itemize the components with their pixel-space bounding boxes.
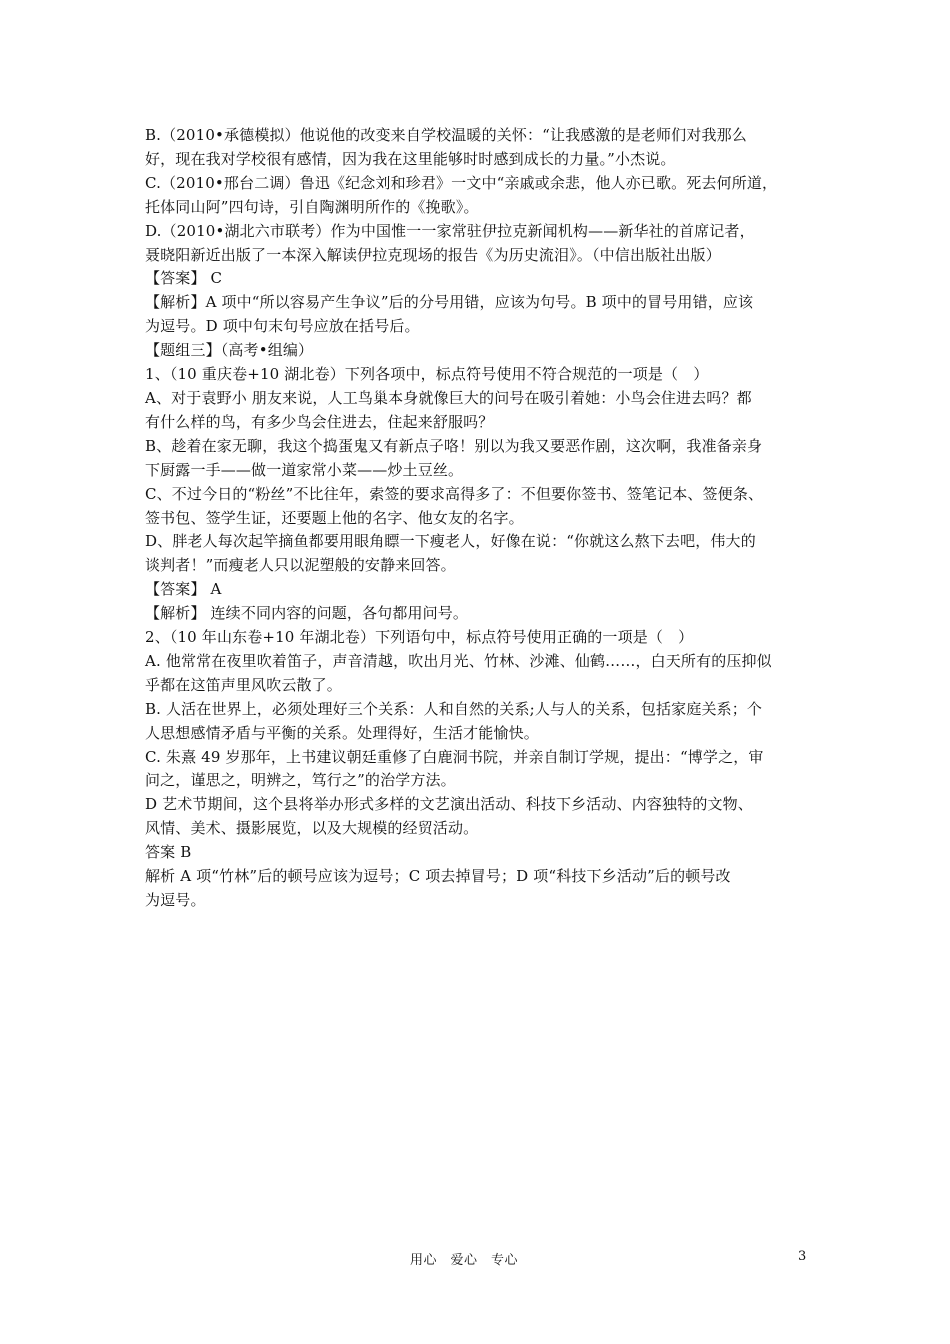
option-c: C. 朱熹 49 岁那年，上书建议朝廷重修了白鹿洞书院，并亲自制订学规，提出：“博学之，审: [145, 747, 764, 766]
option-b: B. 人活在世界上，必须处理好三个关系：人和自然的关系;人与人的关系，包括家庭关系；个: [145, 699, 763, 718]
page-footer: [0, 1249, 950, 1269]
text-line: 签书包、签学生证，还要题上他的名字、他女友的名字。: [145, 508, 524, 527]
answer-line: 【答案】 C: [145, 269, 223, 288]
page-number: 3: [798, 1249, 807, 1264]
text-line: C.（2010•邢台二调）鲁迅《纪念刘和珍君》一文中“亲戚或余悲，他人亦已歌。死去何所道，: [145, 173, 778, 192]
document-body: [145, 124, 825, 913]
text-line: 乎都在这笛声里风吹云散了。: [145, 675, 342, 694]
text-line: 托体同山阿”四句诗，引自陶渊明所作的《挽歌》。: [145, 197, 479, 216]
analysis-line: 【解析】 连续不同内容的问题，各句都用问号。: [145, 604, 469, 623]
text-line: 有什么样的鸟，有多少鸟会住进去，住起来舒服吗？: [145, 412, 494, 431]
text-line: B.（2010•承德模拟）他说他的改变来自学校温暖的关怀：“让我感激的是老师们对我那么: [145, 126, 747, 144]
text-line: D.（2010•湖北六市联考）作为中国惟一一家常驻伊拉克新闻机构——新华社的首席记者，: [145, 221, 755, 240]
analysis-line: 解析 A 项“竹林”后的顿号应该为逗号；C 项去掉冒号；D 项“科技下乡活动”后的顿号改: [145, 867, 731, 886]
text-line: 谈判者！”而瘦老人只以泥塑般的安静来回答。: [145, 556, 456, 575]
option-b: B、趁着在家无聊，我这个捣蛋鬼又有新点子咯！别以为我又要恶作剧，这次啊，我准备亲身: [145, 436, 763, 455]
option-c: C、不过今日的“粉丝”不比往年，索签的要求高得多了：不但要你签书、签笔记本、签便条、: [145, 484, 764, 503]
text-line: 问之，谨思之，明辨之，笃行之”的治学方法。: [145, 771, 456, 790]
text-line: 聂晓阳新近出版了一本深入解读伊拉克现场的报告《为历史流泪》。（中信出版社出版）: [145, 245, 721, 264]
footer-text: 用心 爱心 专心: [410, 1253, 519, 1268]
text-line: 好，现在我对学校很有感情，因为我在这里能够时时感到成长的力量。”小杰说。: [145, 149, 676, 168]
option-d: D 艺术节期间，这个县将举办形式多样的文艺演出活动、科技下乡活动、内容独特的文物、: [145, 795, 753, 814]
section-heading: 【题组三】（高考•组编）: [145, 341, 314, 360]
option-a: A、对于袁野小 朋友来说，人工鸟巢本身就像巨大的问号在吸引着她：小鸟会住进去吗？都: [145, 388, 752, 407]
text-line: 为逗号。D 项中句末句号应放在括号后。: [145, 317, 420, 336]
question-1: 1、（10 重庆卷+10 湖北卷）下列各项中，标点符号使用不符合规范的一项是（ ）: [145, 365, 709, 384]
text-line: 下厨露一手——做一道家常小菜——炒土豆丝。: [145, 460, 464, 479]
text-line: 人思想感情矛盾与平衡的关系。处理得好，生活才能愉快。: [145, 723, 539, 742]
analysis-line: 【解析】A 项中“所以容易产生争议”后的分号用错，应该为句号。B 项中的冒号用错，应该: [145, 293, 754, 312]
answer-line: 【答案】 A: [145, 580, 222, 599]
option-d: D、胖老人每次起竿摘鱼都要用眼角瞟一下瘦老人，好像在说：“你就这么熬下去吧，伟大的: [145, 532, 756, 551]
option-a: A. 他常常在夜里吹着笛子，声音清越，吹出月光、竹林、沙滩、仙鹤……，白天所有的压抑似: [145, 651, 772, 670]
answer-line: 答案 B: [145, 843, 192, 862]
question-2: 2、（10 年山东卷+10 年湖北卷）下列语句中，标点符号使用正确的一项是（ ）: [145, 628, 694, 647]
text-line: 风情、美术、摄影展览，以及大规模的经贸活动。: [145, 819, 479, 838]
text-line: 为逗号。: [145, 891, 206, 909]
